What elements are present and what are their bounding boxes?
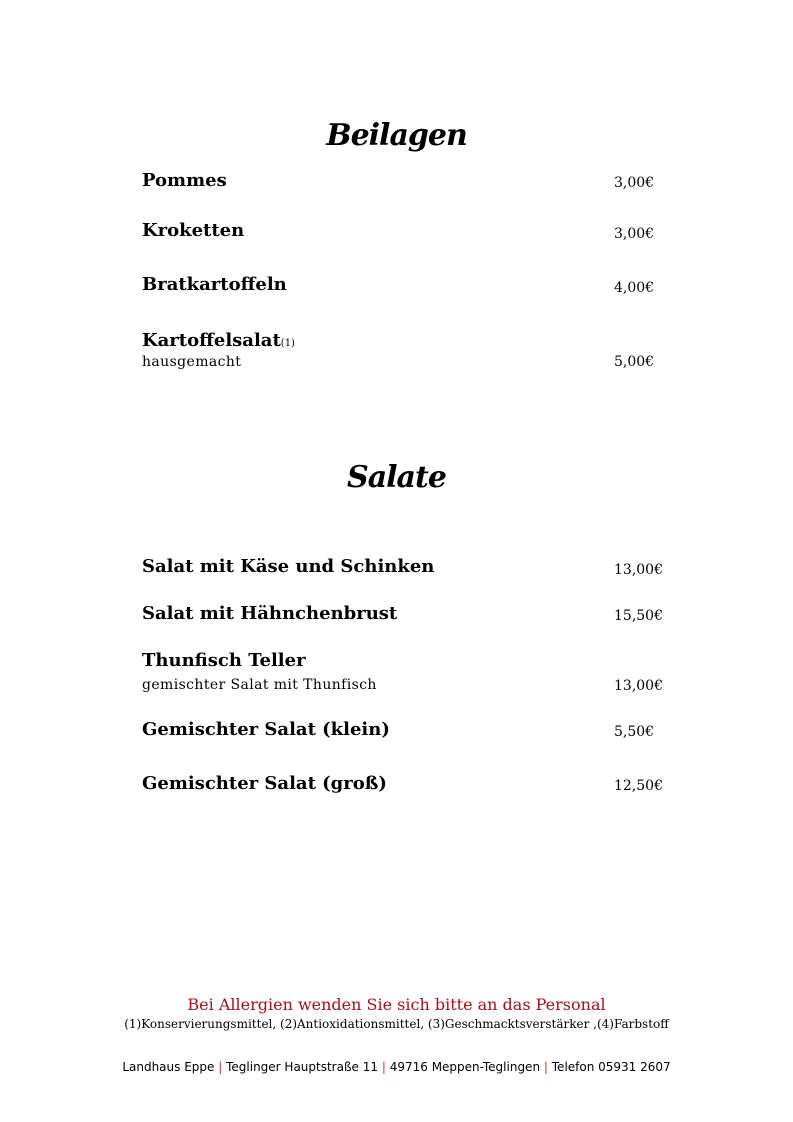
footer-phone: Telefon 05931 2607 <box>551 1060 671 1074</box>
item-price-salat-haehnchenbrust: 15,50€ <box>614 608 663 624</box>
item-price-gemischter-salat-gross: 12,50€ <box>614 778 663 794</box>
item-name-text: Kartoffelsalat <box>142 330 281 351</box>
section-title-beilagen: Beilagen <box>326 118 467 153</box>
item-name-kroketten: Kroketten <box>142 220 245 241</box>
footer-contact <box>0 1060 793 1074</box>
item-price-kroketten: 3,00€ <box>614 226 655 242</box>
footer-city: 49716 Meppen-Teglingen <box>389 1060 541 1074</box>
footer-separator: | <box>543 1060 548 1074</box>
item-name-salat-kaese-schinken: Salat mit Käse und Schinken <box>142 556 435 577</box>
item-price-gemischter-salat-klein: 5,50€ <box>614 724 655 740</box>
item-name-thunfisch-teller: Thunfisch Teller <box>142 650 306 671</box>
item-name-gemischter-salat-gross: Gemischter Salat (groß) <box>142 773 387 794</box>
item-price-pommes: 3,00€ <box>614 175 655 191</box>
footer-separator: | <box>218 1060 223 1074</box>
additive-note: (1) <box>280 338 295 349</box>
footer-restaurant-name: Landhaus Eppe <box>122 1060 215 1074</box>
item-name-pommes: Pommes <box>142 170 227 191</box>
allergy-notice: Bei Allergien wenden Sie sich bitte an das Personal <box>187 995 606 1014</box>
item-name-salat-haehnchenbrust: Salat mit Hähnchenbrust <box>142 603 398 624</box>
item-price-thunfisch-teller: 13,00€ <box>614 678 663 694</box>
item-price-kartoffelsalat: 5,00€ <box>614 354 655 370</box>
item-desc-kartoffelsalat: hausgemacht <box>142 354 242 370</box>
item-name-gemischter-salat-klein: Gemischter Salat (klein) <box>142 719 390 740</box>
footer-separator: | <box>381 1060 386 1074</box>
item-price-salat-kaese-schinken: 13,00€ <box>614 562 663 578</box>
footer-address: Teglinger Hauptstraße 11 <box>226 1060 378 1074</box>
section-title-salate: Salate <box>347 460 446 495</box>
item-name-bratkartoffeln: Bratkartoffeln <box>142 274 287 295</box>
item-desc-thunfisch-teller: gemischter Salat mit Thunfisch <box>142 677 377 693</box>
item-name-kartoffelsalat <box>142 330 295 355</box>
item-price-bratkartoffeln: 4,00€ <box>614 280 655 296</box>
additives-legend: (1)Konservierungsmittel, (2)Antioxidationsmittel, (3)Geschmacktsverstärker ,(4)Farbstoff <box>124 1017 669 1031</box>
